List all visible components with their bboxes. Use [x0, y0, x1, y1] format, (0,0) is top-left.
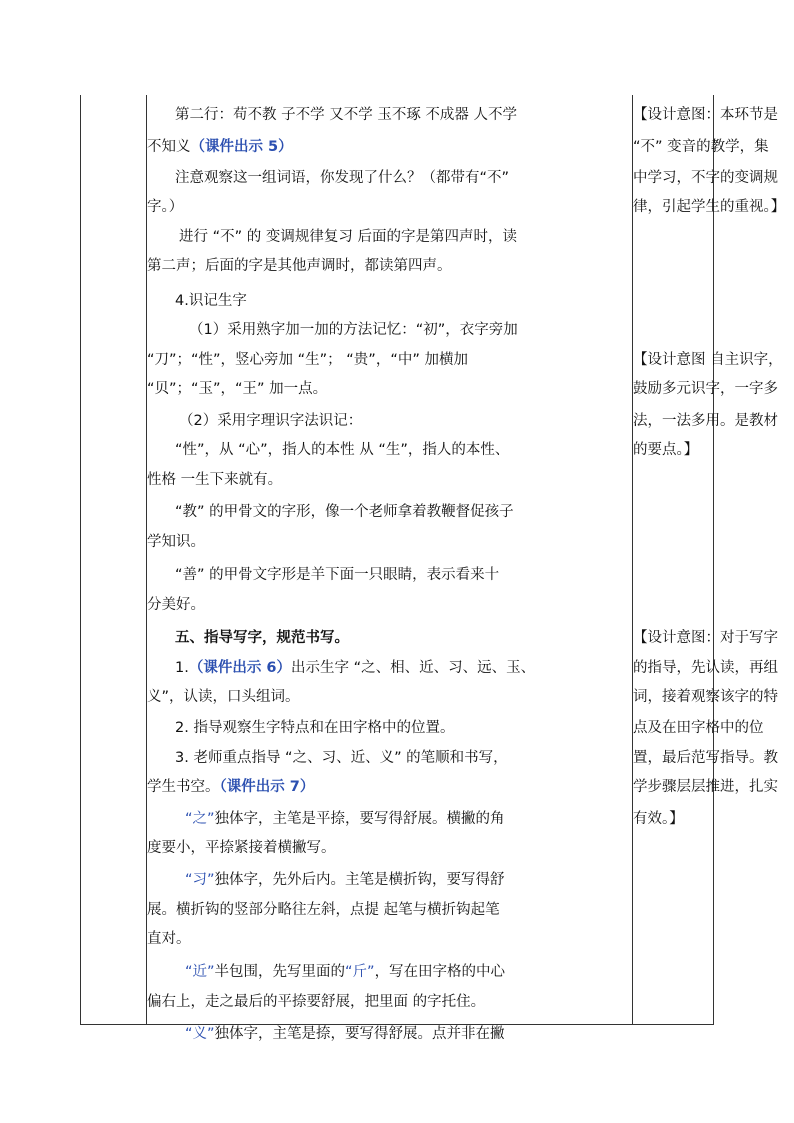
text-line: 直对。 [147, 931, 191, 947]
text-line: 不知义（课件出示 5） [147, 139, 293, 155]
note-line: 置，最后范写指导。教 [633, 750, 778, 766]
text-line: 进行 “不” 的 变调规律复习 后面的字是第四声时，读 [179, 229, 517, 245]
text-line: 3. 老师重点指导 “之、习、近、义” 的笔顺和书写， [175, 750, 508, 766]
note-line: 的指导，先认读，再组 [633, 660, 778, 676]
note-line: “不” 变音的教学，集 [633, 139, 769, 155]
text-line: （1）采用熟字加一加的方法记忆：“初”，衣字旁加 [189, 322, 518, 338]
table-border-right [713, 95, 714, 1025]
text-line: “义”独体字，主笔是捺，要写得舒展。点并非在撇 [185, 1026, 505, 1042]
text-line: （2）采用字理识字法识记： [179, 413, 363, 429]
note-line: 有效。】 [633, 811, 684, 827]
lesson-table [80, 95, 786, 1042]
text-line: 字。） [147, 199, 184, 215]
text-line: 第二行：苟不教 子不学 又不学 玉不琢 不成器 人不学 [175, 107, 518, 123]
text-line: 学生书空。（课件出示 7） [147, 779, 315, 795]
text-line: “教” 的甲骨文的字形，像一个老师拿着教鞭督促孩子 [175, 504, 514, 520]
courseware-ref: （课件出示 7） [219, 779, 315, 795]
note-line: 的要点。】 [633, 442, 699, 458]
note-line: 点及在田字格中的位 [633, 720, 764, 736]
text-line: “习”独体字，先外后内。主笔是横折钩，要写得舒 [185, 872, 505, 888]
note-line: 【设计意图 自主识字， [633, 352, 783, 368]
note-line: 律，引起学生的重视。】 [633, 199, 786, 215]
text-line: 1.（课件出示 6）出示生字 “之、相、近、习、远、玉、 [175, 660, 536, 676]
text-line: 分美好。 [147, 597, 205, 613]
character-highlight: “之” [185, 811, 215, 827]
text-line: 注意观察这一组词语，你发现了什么？（都带有“不” [175, 170, 510, 186]
text-line: 展。横折钩的竖部分略往左斜，点提 起笔与横折钩起笔 [147, 902, 500, 918]
column-divider-1 [146, 95, 147, 1025]
text-line: “贝”；“玉”，“王” 加一点。 [147, 381, 328, 397]
text-line: 学知识。 [147, 534, 205, 550]
text-line: 度要小，平捺紧接着横撇写。 [147, 840, 336, 856]
note-line: 【设计意图：对于写字 [633, 630, 778, 646]
character-highlight: “义” [185, 1026, 215, 1042]
note-line: 中学习，不字的变调规 [633, 170, 778, 186]
courseware-ref: （课件出示 6） [188, 660, 291, 676]
character-highlight: “斤” [345, 964, 375, 980]
note-line: 词，接着观察该字的特 [633, 689, 778, 705]
table-border-left [80, 95, 81, 1025]
text-line: “善” 的甲骨文字形是羊下面一只眼睛，表示看来十 [175, 567, 500, 583]
text-line: “近”半包围，先写里面的“斤”，写在田字格的中心 [185, 964, 506, 980]
note-line: 学步骤层层推进，扎实 [633, 779, 778, 795]
courseware-ref: （课件出示 5） [190, 139, 293, 155]
character-highlight: “近” [185, 964, 215, 980]
text-line: “性”，从 “心”，指人的本性 从 “生”，指人的本性、 [175, 442, 510, 458]
note-line: 鼓励多元识字，一字多 [633, 381, 778, 397]
text-line: 性格 一生下来就有。 [147, 472, 283, 488]
section-heading: 五、指导写字，规范书写。 [175, 630, 349, 646]
text-line: 偏右上，走之最后的平捺要舒展，把里面 的字托住。 [147, 994, 486, 1010]
note-line: 【设计意图：本环节是 [633, 107, 778, 123]
section-heading: 4.识记生字 [175, 293, 247, 309]
column-divider-2 [632, 95, 633, 1025]
character-highlight: “习” [185, 872, 215, 888]
text-line: 2. 指导观察生字特点和在田字格中的位置。 [175, 720, 455, 736]
text-line: 义”，认读，口头组词。 [147, 689, 300, 705]
text-line: “刀”；“性”，竖心旁加 “生”； “贵”，“中” 加横加 [147, 352, 468, 368]
text-line: “之”独体字，主笔是平捺，要写得舒展。横撇的角 [185, 811, 505, 827]
text-line: 第二声；后面的字是其他声调时，都读第四声。 [147, 258, 452, 274]
note-line: 法，一法多用。是教材 [633, 413, 778, 429]
